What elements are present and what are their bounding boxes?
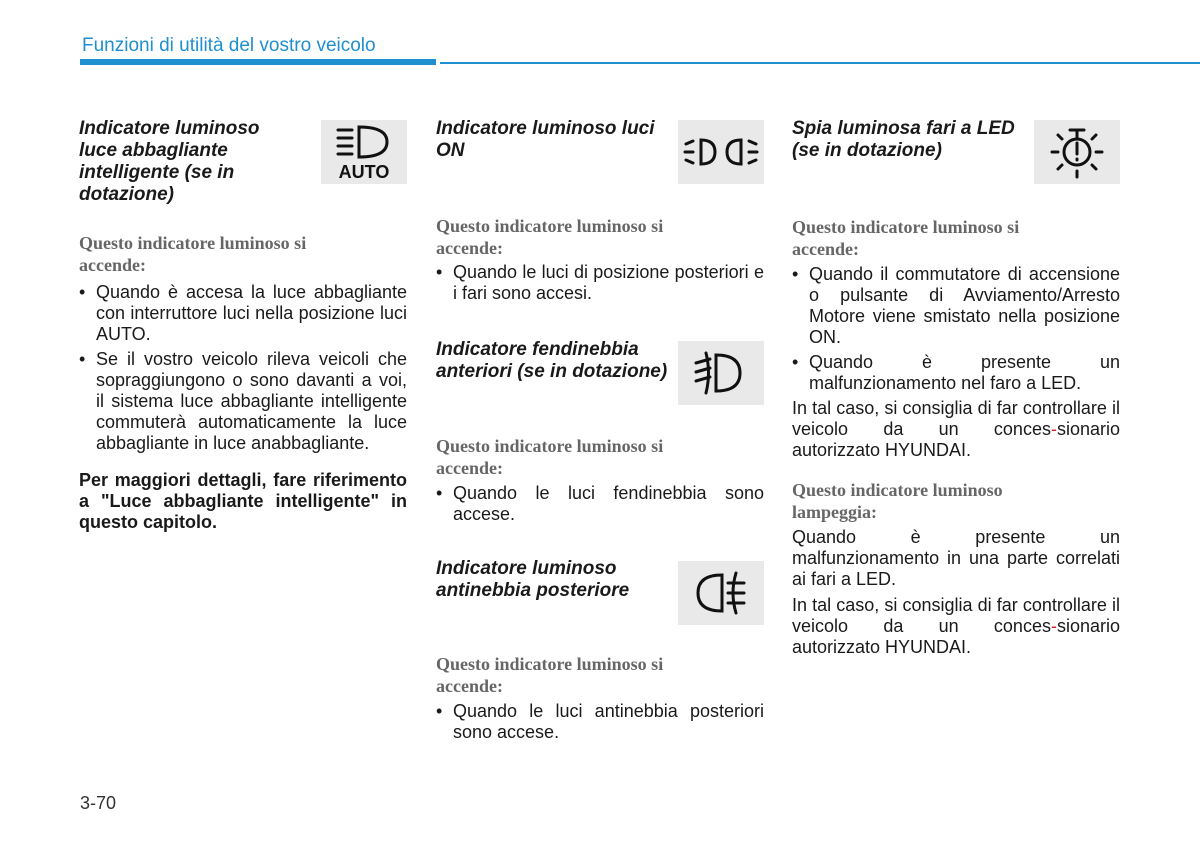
hyphen: - [1050,616,1057,636]
section-subhead: Questo indicatore luminoso si accende: [436,654,664,696]
note-paragraph: Per maggiori dettagli, fare riferimento a "Luce abbagliante intelligente" in questo capitolo. [79,470,407,532]
section-antinebbia [436,558,764,747]
position-lights-icon [678,120,764,184]
column-2 [436,118,764,758]
page-header-title: Funzioni di utilità del vostro veicolo [82,35,376,56]
paragraph-text: In tal caso, si consiglia di far controllare il veicolo da un conces [792,398,1120,439]
section-subhead: Questo indicatore luminoso lampeggia: [792,480,1003,522]
section-header [792,118,1120,190]
section-header [79,118,407,216]
section-title: Indicatore luminoso luce abbagliante intelligente (se in dotazione) [79,118,260,205]
hyphen: - [1050,419,1057,439]
list-item: • Quando le luci fendinebbia sono accese. [436,483,764,525]
paragraph-text: sionario autorizzato HYUNDAI. [792,419,1120,460]
section-luci-on [436,118,764,308]
list-item: • Quando le luci antinebbia posteriori sono accese. [436,701,764,743]
header-rule-thick [80,59,436,65]
front-fog-light-icon [678,341,764,405]
paragraph: Quando è presente un malfunzionamento in una parte correlati ai fari a LED. [792,527,1120,589]
paragraph [792,398,1120,461]
section-subhead: Questo indicatore luminoso si accende: [792,217,1020,259]
bullet-list [436,483,764,525]
high-beam-auto-icon [321,120,407,184]
section-header [436,339,764,411]
page-number: 3-70 [80,793,117,813]
paragraph [792,595,1120,658]
section-header [436,118,764,190]
bullet-list [79,282,407,454]
list-item: • Quando è accesa la luce abbagliante con interruttore luci nella posizione luci AUTO. [79,282,407,345]
paragraph-text: sionario autorizzato HYUNDAI. [792,616,1120,657]
section-title: Spia luminosa fari a LED (se in dotazione) [792,118,1015,161]
paragraph-text: In tal caso, si consiglia di far controllare il veicolo da un conces [792,595,1120,636]
list-item: • Quando le luci di posizione posteriori e i fari sono accesi. [436,262,764,304]
svg-text:AUTO: AUTO [338,162,390,182]
section-subhead: Questo indicatore luminoso si accende: [79,233,307,275]
list-item: • Quando il commutatore di accensione o pulsante di Avviamento/Arresto Motore viene smistato nella posizione ON. [792,264,1120,348]
column-1 [79,118,407,533]
list-item: • Quando è presente un malfunzionamento nel faro a LED. [792,352,1120,394]
column-3 [792,118,1120,658]
bullet-list [436,262,764,304]
section-subhead: Questo indicatore luminoso si accende: [436,436,664,478]
section-fendinebbia [436,339,764,529]
section-title: Indicatore luminoso luci ON [436,118,655,161]
section-header [436,558,764,630]
led-headlamp-warning-icon [1034,120,1120,184]
bullet-list [436,701,764,743]
section-subhead: Questo indicatore luminoso si accende: [436,216,664,258]
section-title: Indicatore luminoso antinebbia posteriore [436,558,630,601]
rear-fog-light-icon [678,561,764,625]
bullet-list [792,264,1120,394]
list-item: • Se il vostro veicolo rileva veicoli che sopraggiungono o sono davanti a voi, il sistema luce abbagliante intelligente commuterà automaticamente la luce abbagliante in luce anabbagliante. [79,349,407,454]
header-rule-thin [440,62,1200,64]
section-title: Indicatore fendinebbia anteriori (se in dotazione) [436,339,668,382]
